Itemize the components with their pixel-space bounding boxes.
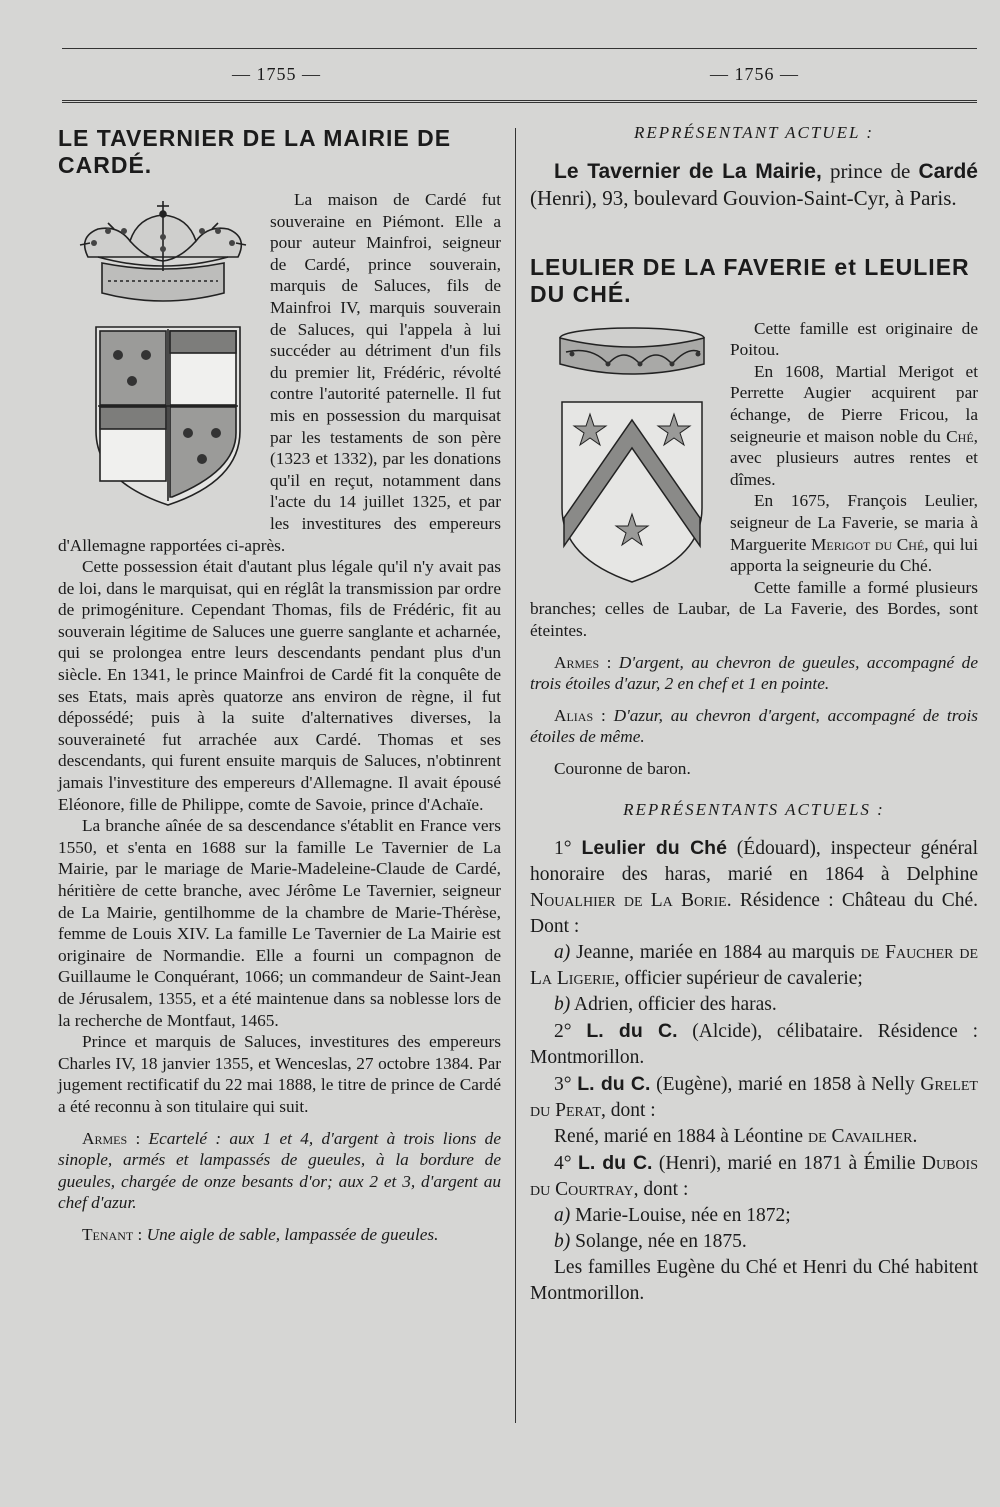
leulier-alias: Alias : D'azur, au chevron d'argent, accompagné de trois étoiles de même. (530, 705, 978, 747)
leulier-arms-illustration (552, 324, 712, 586)
rep4-text-b: , dont : (633, 1179, 689, 1201)
rep-text-2: (Henri), 93, boulevard Gouvion-Saint-Cyr, à Paris. (530, 185, 957, 210)
tenant-blazon: Une aigle de sable, lampassée de gueules. (146, 1224, 439, 1244)
rep3-number: 3° (554, 1074, 572, 1096)
p2-text-b: , avec plusieurs autres rentes et dîmes. (730, 426, 978, 489)
rep1-spouse: Noualhier de La Borie (530, 890, 727, 912)
rep-carde: Cardé (918, 159, 978, 183)
alias-blazon: D'azur, au chevron d'argent, accompagné de trois étoiles de même. (530, 705, 978, 747)
leulier-paragraph-branches: Cette famille a formé plusieurs branches; celles de Laubar, de La Faverie, des Bordes, sont éteintes. (530, 577, 978, 640)
carde-history-paragraph-2: Cette possession était d'autant plus légale qu'il n'y avait pas de loi, dans le marquisat, qui en réglât la transmission par ordre de primogéniture. Cependant Thomas, fils de Frédéric, fit au souverain légitime de Saluces une guerre sanglante et acharnée, qui se prolongea entre leurs descendants pendant plus d'un siècle. En 1341, le prince Mainfroi de Cardé fit la conquête de ses Etats, mais après quatorze ans environ de règne, il fut dépossédé; puis à la suite d'alternatives diverses, la souveraineté fut arrachée aux Cardé. Thomas et ses descendants, qui furent ensuite marquis de Saluces, n'obtinrent jamais l'investiture des empereurs d'Allemagne. Il avait épousé Eléonore, fille de Philippe, comte de Savoie, prince d'Achaïe. (58, 557, 501, 814)
rep4-text-a: (Henri), marié en 1871 à Émilie (652, 1153, 922, 1175)
representant-actuel-entry (530, 158, 978, 211)
representant-3 (530, 1071, 978, 1124)
leulier-armes: Armes : D'argent, au chevron de gueules, accompagné de trois étoiles d'azur, 2 en chef et 1 en pointe. (530, 652, 978, 694)
leulier-paragraph-origin: Cette famille est originaire de Poitou. (730, 318, 978, 360)
rep3-text-b: , dont : (600, 1100, 656, 1122)
rep3-child-spouse: de Cavailher (807, 1126, 913, 1148)
rep4-child-a-text: Marie-Louise, née en 1872; (570, 1205, 791, 1227)
rep1-text-b: . Résidence : Château du Ché. Dont : (530, 890, 978, 938)
page-number-right: — 1756 — (710, 64, 799, 84)
rep1-child-a-spouse: de Faucher de La Ligerie (530, 942, 978, 990)
armes-blazon-right: D'argent, au chevron de gueules, accompagné de trois étoiles d'azur, 2 en chef et 1 en pointe. (530, 652, 978, 694)
header-rule (62, 100, 977, 103)
rep4-child-b-text: Solange, née en 1875. (570, 1231, 747, 1253)
carde-shield-icon (68, 321, 258, 511)
rep4-child-b-label: b) (554, 1231, 571, 1253)
rep-name: Le Tavernier de La Mairie, (554, 159, 822, 183)
rep1-child-a-text-b: , officier supérieur de cavalerie; (614, 968, 863, 990)
representant-2 (530, 1018, 978, 1071)
rep3-child-text-b: . (912, 1126, 918, 1148)
rep1-name: Leulier du Ché (581, 837, 727, 860)
carde-history-paragraph-1: La maison de Cardé fut souveraine en Piémont. Elle a pour auteur Mainfroi, seigneur de Cardé, prince souverain, marquis de Saluces, fils de Mainfroi IV, marquis souverain de Saluces, qui l'appela à lui succéder au détriment d'un fils du premier lit, Frédéric, révolté contre l'autorité paternelle. Il fut mis en possession du marquisat par les testaments de son père (1323 et 1332), par les donations qu'il en reçut, notamment dans l'acte du 14 juillet 1325, et par les investitures des empereurs d'Allemagne rapportées ci-après. (58, 190, 501, 555)
leulier-shield-icon (552, 396, 712, 586)
carde-tenant: Tenant : Une aigle de sable, lampassée de gueules. (82, 1224, 439, 1244)
right-column (530, 122, 978, 1307)
tenant-label: Tenant (82, 1224, 134, 1244)
p3-text-b: , qui lui apporta la seigneurie du Ché. (730, 534, 978, 576)
leulier-couronne: Couronne de baron. (554, 758, 691, 778)
rep1-child-b (530, 992, 978, 1018)
rep4-child-a-label: a) (554, 1205, 571, 1227)
rep3-child-text-a: René, marié en 1884 à Léontine (554, 1126, 808, 1148)
rep2-number: 2° (554, 1021, 572, 1043)
rep3-text-a: (Eugène), marié en 1858 à Nelly (650, 1074, 921, 1096)
p3-merigot: Merigot du Ché (811, 534, 925, 554)
armes-label-right: Armes (554, 652, 600, 672)
closing-paragraph: Les familles Eugène du Ché et Henri du Ché habitent Montmorillon. (530, 1257, 978, 1305)
baron-crown-icon (552, 324, 712, 382)
p2-che: Ché (946, 426, 974, 446)
rep4-child-b (530, 1229, 978, 1255)
entry-title-leulier: LEULIER DE LA FAVERIE et LEULIER DU CHÉ. (530, 253, 970, 307)
rep4-spouse: Dubois du Courtray (530, 1153, 978, 1201)
rep1-child-a (530, 940, 978, 992)
rep4-child-a (530, 1203, 978, 1229)
column-divider (515, 128, 516, 1423)
rep1-child-a-label: a) (554, 942, 571, 964)
representant-actuel-heading: REPRÉSENTANT ACTUEL : (633, 123, 875, 142)
rep1-child-b-text: Adrien, officier des haras. (570, 994, 777, 1016)
carde-history-paragraph-3: La branche aînée de sa descendance s'établit en France vers 1550, et s'enta en 1688 sur la famille Le Tavernier de La Mairie, par le mariage de Marie-Madeleine-Claude de Cardé, héritière de cette branche, avec Jérôme Le Tavernier, seigneur de La Mairie, gentilhomme de la chambre de Marie-Thérèse, femme de Louis XIV. La famille Le Tavernier de La Mairie est originaire de Normandie. Elle a fourni un compagnon de Guillaume le Conquérant, 1066; un commandeur de Saint-Jean de Jérusalem, 1355, et a été maintenue dans sa noblesse lors de la recherche de Montfaut, 1465. (58, 816, 501, 1030)
p2-text-a: En 1608, Martial Merigot et Perrette Augier acquirent par échange, de Pierre Fricou, la seigneurie et maison noble du (730, 361, 978, 446)
entry-title-le-tavernier: LE TAVERNIER DE LA MAIRIE DE CARDÉ. (58, 125, 452, 178)
representants-actuels-heading: REPRÉSENTANTS ACTUELS : (623, 800, 885, 820)
carde-history-paragraph-4: Prince et marquis de Saluces, investitures des empereurs Charles IV, 18 janvier 1355, et Wenceslas, 27 octobre 1384. Par jugement rectificatif du 22 mai 1888, le titre de prince de Cardé a été reconnu à son titulaire qui suit. (58, 1032, 501, 1116)
rep2-text: (Alcide), célibataire. Résidence : Montmorillon. (530, 1021, 978, 1069)
rep-text-1: prince de (821, 158, 919, 183)
representant-1 (530, 835, 978, 940)
page-number-left: — 1755 — (232, 64, 321, 84)
rep1-child-b-label: b) (554, 994, 571, 1016)
rep3-child (530, 1124, 978, 1150)
rep4-name: L. du C. (577, 1152, 653, 1175)
alias-label: Alias (554, 705, 594, 725)
top-rule (62, 48, 977, 49)
rep3-name: L. du C. (577, 1073, 651, 1096)
rep1-text-a: (Édouard), inspecteur général honoraire des haras, marié en 1864 à Delphine (530, 838, 979, 886)
carde-arms-illustration (68, 197, 258, 511)
armes-blazon: Ecartelé : aux 1 et 4, d'argent à trois lions de sinople, armés et lampassés de gueules, à la bordure de gueules, chargée de onze besants d'or; aux 2 et 3, d'argent au chef d'azur. (58, 1128, 501, 1213)
princely-crown-icon (68, 197, 258, 315)
p3-text-a: En 1675, François Leulier, seigneur de La Faverie, se maria à Marguerite (730, 491, 978, 554)
left-column (58, 122, 501, 1246)
rep4-number: 4° (554, 1153, 572, 1175)
rep3-spouse: Grelet du Perat (530, 1074, 978, 1122)
carde-armes: Armes : Ecartelé : aux 1 et 4, d'argent à trois lions de sinople, armés et lampassés de gueules, à la bordure de gueules, chargée de onze besants d'or; aux 2 et 3, d'argent au chef d'azur. (58, 1128, 501, 1213)
armes-label: Armes (82, 1128, 128, 1148)
rep2-name: L. du C. (586, 1020, 678, 1043)
rep1-child-a-text-a: Jeanne, mariée en 1884 au marquis (570, 942, 861, 964)
representant-4 (530, 1150, 978, 1203)
rep1-number: 1° (554, 838, 572, 860)
